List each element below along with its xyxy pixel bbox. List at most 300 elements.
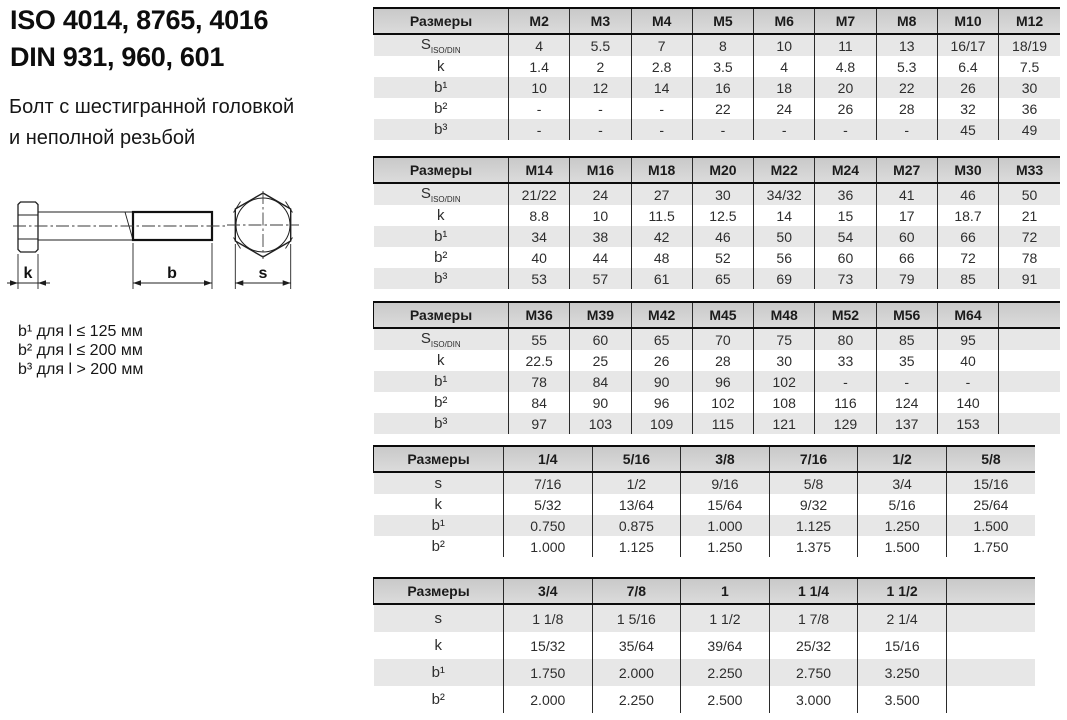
dimension-value-cell: 1 5/16 bbox=[592, 604, 681, 632]
table-row bbox=[374, 604, 1036, 632]
dimension-value-cell: - bbox=[876, 119, 937, 140]
dimension-value-cell: 50 bbox=[999, 183, 1060, 205]
dimension-value-cell: 27 bbox=[631, 183, 692, 205]
row-label: b¹ bbox=[374, 515, 504, 536]
dimension-value-cell: 13/64 bbox=[592, 494, 681, 515]
dimension-value-cell: 15/32 bbox=[504, 632, 593, 659]
dimension-value-cell: 97 bbox=[509, 413, 570, 434]
dimension-value-cell: 61 bbox=[631, 268, 692, 289]
dimension-value-cell: 72 bbox=[937, 247, 998, 268]
size-column-header: 7/8 bbox=[592, 578, 681, 604]
dimension-value-cell: 1.375 bbox=[769, 536, 858, 557]
size-column-header: M16 bbox=[570, 157, 631, 183]
dimension-value-cell: 22.5 bbox=[509, 350, 570, 371]
table-row bbox=[374, 98, 1061, 119]
size-column-header: M20 bbox=[692, 157, 753, 183]
table-row bbox=[374, 371, 1061, 392]
dimension-value-cell: 42 bbox=[631, 226, 692, 247]
dimension-value-cell: 1.4 bbox=[509, 56, 570, 77]
table-row bbox=[374, 34, 1061, 56]
dimension-value-cell: 102 bbox=[692, 392, 753, 413]
table-row bbox=[374, 77, 1061, 98]
table-row bbox=[374, 515, 1036, 536]
table-row bbox=[374, 328, 1061, 350]
dimension-value-cell: 22 bbox=[692, 98, 753, 119]
dimension-value-cell: 2.250 bbox=[592, 686, 681, 713]
dimension-value-cell: 85 bbox=[937, 268, 998, 289]
dimension-value-cell: 56 bbox=[754, 247, 815, 268]
din-standards-line: DIN 931, 960, 601 bbox=[10, 42, 225, 72]
dimension-value-cell: - bbox=[876, 371, 937, 392]
dimension-value-cell: 2.000 bbox=[592, 659, 681, 686]
table-header-row bbox=[374, 578, 1036, 604]
dimension-value-cell: 57 bbox=[570, 268, 631, 289]
dimension-value-cell: 44 bbox=[570, 247, 631, 268]
dimension-value-cell: 46 bbox=[937, 183, 998, 205]
dimension-value-cell: 39/64 bbox=[681, 632, 770, 659]
dimension-value-cell: 40 bbox=[509, 247, 570, 268]
dimension-value-cell: - bbox=[509, 119, 570, 140]
dimension-value-cell: 10 bbox=[509, 77, 570, 98]
dimension-value-cell: 121 bbox=[754, 413, 815, 434]
dimension-value-cell: 16 bbox=[692, 77, 753, 98]
table-row bbox=[374, 183, 1061, 205]
dimension-value-cell: 53 bbox=[509, 268, 570, 289]
dimension-value-cell: 7/16 bbox=[504, 472, 593, 494]
dimension-value-cell: - bbox=[815, 119, 876, 140]
dimension-value-cell: 2.8 bbox=[631, 56, 692, 77]
size-column-header: M33 bbox=[999, 157, 1060, 183]
size-column-header: M7 bbox=[815, 8, 876, 34]
table-row bbox=[374, 472, 1036, 494]
dimension-value-cell: 15/64 bbox=[681, 494, 770, 515]
iso-standards-line: ISO 4014, 8765, 4016 bbox=[10, 5, 269, 35]
row-label: k bbox=[374, 56, 509, 77]
dimension-value-cell: 22 bbox=[876, 77, 937, 98]
row-label: b² bbox=[374, 247, 509, 268]
dimension-value-cell: 7 bbox=[631, 34, 692, 56]
dimension-value-cell: 84 bbox=[509, 392, 570, 413]
row-label: $S_{ISO/DIN}$ bbox=[374, 34, 509, 56]
size-column-header: M52 bbox=[815, 302, 876, 328]
dimension-value-cell: 17 bbox=[876, 205, 937, 226]
size-column-header: 5/16 bbox=[592, 446, 681, 472]
dimension-value-cell: 65 bbox=[692, 268, 753, 289]
dimension-value-cell: 10 bbox=[570, 205, 631, 226]
dimension-value-cell: 28 bbox=[692, 350, 753, 371]
dimension-value-cell: 3.000 bbox=[769, 686, 858, 713]
dimension-table-inch-threequarter-to-oneandhalf bbox=[373, 577, 1035, 713]
dimension-value-cell: 38 bbox=[570, 226, 631, 247]
dimension-value-cell: - bbox=[692, 119, 753, 140]
size-column-header: M4 bbox=[631, 8, 692, 34]
table-row bbox=[374, 632, 1036, 659]
dimension-value-cell: - bbox=[631, 98, 692, 119]
dimension-value-cell: 60 bbox=[876, 226, 937, 247]
row-label: b³ bbox=[374, 268, 509, 289]
dimension-value-cell: 65 bbox=[631, 328, 692, 350]
dimension-value-cell: 8 bbox=[692, 34, 753, 56]
sizes-header-cell: Размеры bbox=[374, 157, 509, 183]
product-description bbox=[9, 92, 294, 154]
size-column-header: M22 bbox=[754, 157, 815, 183]
dimension-value-cell: 35 bbox=[876, 350, 937, 371]
dimension-value-cell: 103 bbox=[570, 413, 631, 434]
dimension-value-cell: 55 bbox=[509, 328, 570, 350]
dimension-value-cell: 10 bbox=[754, 34, 815, 56]
sizes-header-cell: Размеры bbox=[374, 578, 504, 604]
dimension-value-cell: 95 bbox=[937, 328, 998, 350]
dimension-value-cell: 124 bbox=[876, 392, 937, 413]
dimension-value-cell: - bbox=[570, 98, 631, 119]
size-column-header: 1 bbox=[681, 578, 770, 604]
dimension-table-metric-m36-m64 bbox=[373, 301, 1060, 434]
dimension-value-cell: 46 bbox=[692, 226, 753, 247]
table-row bbox=[374, 536, 1036, 557]
row-label: b³ bbox=[374, 119, 509, 140]
dimension-value-cell: 1/2 bbox=[592, 472, 681, 494]
dimension-value-cell: 16/17 bbox=[937, 34, 998, 56]
size-column-header: 1/4 bbox=[504, 446, 593, 472]
dimension-table-metric-m2-m12 bbox=[373, 7, 1060, 140]
sizes-header-cell: Размеры bbox=[374, 302, 509, 328]
row-label: k bbox=[374, 205, 509, 226]
dimension-value-cell: 84 bbox=[570, 371, 631, 392]
dimension-value-cell: 28 bbox=[876, 98, 937, 119]
size-column-header: M12 bbox=[999, 8, 1060, 34]
description-line-1: Болт с шестигранной головкой bbox=[9, 96, 295, 118]
dimension-value-cell: 5/8 bbox=[769, 472, 858, 494]
dimension-value-cell: 75 bbox=[754, 328, 815, 350]
dimension-value-cell: 54 bbox=[815, 226, 876, 247]
dimension-value-cell: 30 bbox=[692, 183, 753, 205]
dimension-value-cell: 1.250 bbox=[858, 515, 947, 536]
empty-cell bbox=[999, 371, 1060, 392]
dimension-value-cell: 96 bbox=[692, 371, 753, 392]
dimension-value-cell: 109 bbox=[631, 413, 692, 434]
size-column-header: M42 bbox=[631, 302, 692, 328]
dimension-value-cell: 79 bbox=[876, 268, 937, 289]
dimension-value-cell: 2.000 bbox=[504, 686, 593, 713]
size-column-header: M5 bbox=[692, 8, 753, 34]
dimension-value-cell: 15/16 bbox=[946, 472, 1035, 494]
size-column-header: 1 1/4 bbox=[769, 578, 858, 604]
table-row bbox=[374, 494, 1036, 515]
dimension-value-cell: 26 bbox=[815, 98, 876, 119]
dimension-value-cell: 60 bbox=[815, 247, 876, 268]
dimension-value-cell: 11 bbox=[815, 34, 876, 56]
dimension-value-cell: 90 bbox=[570, 392, 631, 413]
dimension-value-cell: 30 bbox=[999, 77, 1060, 98]
dimension-value-cell: 9/32 bbox=[769, 494, 858, 515]
dimension-value-cell: 1.000 bbox=[681, 515, 770, 536]
row-label: b³ bbox=[374, 413, 509, 434]
bolt-head-side-view bbox=[18, 202, 38, 252]
dimension-value-cell: 73 bbox=[815, 268, 876, 289]
dimension-value-cell: 7.5 bbox=[999, 56, 1060, 77]
dimension-value-cell: 90 bbox=[631, 371, 692, 392]
row-label: s bbox=[374, 472, 504, 494]
size-column-header: 1/2 bbox=[858, 446, 947, 472]
dimension-value-cell: 108 bbox=[754, 392, 815, 413]
dimension-value-cell: 25/32 bbox=[769, 632, 858, 659]
dimension-value-cell: 3.250 bbox=[858, 659, 947, 686]
dimension-value-cell: 0.750 bbox=[504, 515, 593, 536]
row-label: k bbox=[374, 494, 504, 515]
table-row bbox=[374, 56, 1061, 77]
table-row bbox=[374, 205, 1061, 226]
footnote-b3: b³ для l > 200 мм bbox=[18, 361, 144, 378]
dimension-value-cell: 129 bbox=[815, 413, 876, 434]
size-column-header: M2 bbox=[509, 8, 570, 34]
size-column-header: 7/16 bbox=[769, 446, 858, 472]
dimension-table bbox=[373, 445, 1035, 557]
size-column-header: M8 bbox=[876, 8, 937, 34]
size-column-header: M27 bbox=[876, 157, 937, 183]
table-row bbox=[374, 659, 1036, 686]
dimension-value-cell: 5/32 bbox=[504, 494, 593, 515]
dim-label-k: k bbox=[23, 265, 33, 282]
size-column-header: M36 bbox=[509, 302, 570, 328]
dimension-value-cell: 12.5 bbox=[692, 205, 753, 226]
dimension-value-cell: 1 1/2 bbox=[681, 604, 770, 632]
dimension-value-cell: 36 bbox=[999, 98, 1060, 119]
dimension-value-cell: 1.500 bbox=[946, 515, 1035, 536]
size-column-header: M10 bbox=[937, 8, 998, 34]
dimension-value-cell: 13 bbox=[876, 34, 937, 56]
table-header-row bbox=[374, 8, 1061, 34]
dimension-value-cell: 21/22 bbox=[509, 183, 570, 205]
size-column-header: M64 bbox=[937, 302, 998, 328]
centerlines-end-view bbox=[227, 191, 299, 259]
dimension-table bbox=[373, 156, 1060, 289]
dimension-value-cell: 45 bbox=[937, 119, 998, 140]
dimension-value-cell: - bbox=[570, 119, 631, 140]
dimension-value-cell: 25/64 bbox=[946, 494, 1035, 515]
empty-column-header bbox=[946, 578, 1035, 604]
row-label: b¹ bbox=[374, 77, 509, 98]
dimension-value-cell: 14 bbox=[754, 205, 815, 226]
table-header-row bbox=[374, 446, 1036, 472]
dimension-value-cell: 18/19 bbox=[999, 34, 1060, 56]
dimension-value-cell: 1 7/8 bbox=[769, 604, 858, 632]
dimension-value-cell: 5.3 bbox=[876, 56, 937, 77]
row-label: b¹ bbox=[374, 659, 504, 686]
dimension-value-cell: 21 bbox=[999, 205, 1060, 226]
sizes-header-cell: Размеры bbox=[374, 8, 509, 34]
row-label: k bbox=[374, 350, 509, 371]
table-row bbox=[374, 247, 1061, 268]
dim-label-s: s bbox=[258, 265, 268, 282]
dimension-value-cell: 5/16 bbox=[858, 494, 947, 515]
dimension-value-cell: 26 bbox=[631, 350, 692, 371]
dimension-value-cell: 1.500 bbox=[858, 536, 947, 557]
standards-title bbox=[10, 2, 268, 76]
dimension-value-cell: 66 bbox=[876, 247, 937, 268]
dimension-value-cell: 70 bbox=[692, 328, 753, 350]
dimension-value-cell: 102 bbox=[754, 371, 815, 392]
dimension-value-cell: 69 bbox=[754, 268, 815, 289]
dimension-value-cell: 1.750 bbox=[946, 536, 1035, 557]
dimension-value-cell: 30 bbox=[754, 350, 815, 371]
table-row bbox=[374, 226, 1061, 247]
dimension-value-cell: 50 bbox=[754, 226, 815, 247]
dimension-value-cell: 91 bbox=[999, 268, 1060, 289]
dimension-value-cell: 40 bbox=[937, 350, 998, 371]
dimension-value-cell: 36 bbox=[815, 183, 876, 205]
row-label: k bbox=[374, 632, 504, 659]
dimension-value-cell: - bbox=[631, 119, 692, 140]
table-row bbox=[374, 268, 1061, 289]
row-label: b¹ bbox=[374, 226, 509, 247]
dimension-value-cell: 2.500 bbox=[681, 686, 770, 713]
table-header-row bbox=[374, 157, 1061, 183]
empty-cell bbox=[946, 632, 1035, 659]
dimension-value-cell: 3.5 bbox=[692, 56, 753, 77]
dimension-value-cell: 18.7 bbox=[937, 205, 998, 226]
size-column-header: M45 bbox=[692, 302, 753, 328]
dimension-value-cell: 1.750 bbox=[504, 659, 593, 686]
dimension-value-cell: 49 bbox=[999, 119, 1060, 140]
dimension-value-cell: 5.5 bbox=[570, 34, 631, 56]
dimension-value-cell: 26 bbox=[937, 77, 998, 98]
row-label: s bbox=[374, 604, 504, 632]
size-column-header: M18 bbox=[631, 157, 692, 183]
size-column-header: M56 bbox=[876, 302, 937, 328]
table-row bbox=[374, 413, 1061, 434]
row-label: b² bbox=[374, 686, 504, 713]
size-column-header: M39 bbox=[570, 302, 631, 328]
empty-cell bbox=[999, 350, 1060, 371]
table-row bbox=[374, 350, 1061, 371]
dimension-value-cell: 2 bbox=[570, 56, 631, 77]
dimension-value-cell: 1.125 bbox=[592, 536, 681, 557]
dimension-value-cell: 20 bbox=[815, 77, 876, 98]
bolt-technical-drawing bbox=[5, 190, 335, 320]
dimension-value-cell: 2.250 bbox=[681, 659, 770, 686]
dimension-value-cell: 4.8 bbox=[815, 56, 876, 77]
dimension-value-cell: 14 bbox=[631, 77, 692, 98]
empty-cell bbox=[946, 659, 1035, 686]
dimension-value-cell: 78 bbox=[509, 371, 570, 392]
size-column-header: M6 bbox=[754, 8, 815, 34]
dimension-value-cell: 1.250 bbox=[681, 536, 770, 557]
size-column-header: 5/8 bbox=[946, 446, 1035, 472]
size-column-header: M14 bbox=[509, 157, 570, 183]
dimension-value-cell: 8.8 bbox=[509, 205, 570, 226]
row-label: b² bbox=[374, 98, 509, 119]
size-column-header: 3/4 bbox=[504, 578, 593, 604]
dimension-value-cell: 137 bbox=[876, 413, 937, 434]
dimension-value-cell: 35/64 bbox=[592, 632, 681, 659]
size-column-header: M24 bbox=[815, 157, 876, 183]
dimension-value-cell: 80 bbox=[815, 328, 876, 350]
dimension-value-cell: 1.000 bbox=[504, 536, 593, 557]
dimension-value-cell: 24 bbox=[754, 98, 815, 119]
empty-column-header bbox=[999, 302, 1060, 328]
dimension-value-cell: 72 bbox=[999, 226, 1060, 247]
dimension-table bbox=[373, 7, 1060, 140]
dimension-value-cell: 3/4 bbox=[858, 472, 947, 494]
dimension-value-cell: 3.500 bbox=[858, 686, 947, 713]
row-label: $S_{ISO/DIN}$ bbox=[374, 328, 509, 350]
dimension-value-cell: 2.750 bbox=[769, 659, 858, 686]
dimension-value-cell: 85 bbox=[876, 328, 937, 350]
row-label: $S_{ISO/DIN}$ bbox=[374, 183, 509, 205]
dimension-value-cell: 18 bbox=[754, 77, 815, 98]
dimension-value-cell: 0.875 bbox=[592, 515, 681, 536]
dimension-value-cell: 11.5 bbox=[631, 205, 692, 226]
table-header-row bbox=[374, 302, 1061, 328]
empty-cell bbox=[999, 392, 1060, 413]
dimension-value-cell: 52 bbox=[692, 247, 753, 268]
dimension-value-cell: 15 bbox=[815, 205, 876, 226]
empty-cell bbox=[946, 604, 1035, 632]
dimension-value-cell: 15/16 bbox=[858, 632, 947, 659]
dimension-value-cell: 140 bbox=[937, 392, 998, 413]
dimension-value-cell: 34/32 bbox=[754, 183, 815, 205]
dimension-table-inch-quarter-to-fiveeighths bbox=[373, 445, 1035, 557]
empty-cell bbox=[946, 686, 1035, 713]
size-column-header: 1 1/2 bbox=[858, 578, 947, 604]
table-row bbox=[374, 686, 1036, 713]
dimension-table-metric-m14-m33 bbox=[373, 156, 1060, 289]
dimension-value-cell: 78 bbox=[999, 247, 1060, 268]
dimension-value-cell: 12 bbox=[570, 77, 631, 98]
dimension-table bbox=[373, 577, 1035, 713]
empty-cell bbox=[999, 328, 1060, 350]
size-column-header: 3/8 bbox=[681, 446, 770, 472]
dimension-value-cell: 41 bbox=[876, 183, 937, 205]
dimension-value-cell: - bbox=[815, 371, 876, 392]
dimension-value-cell: 116 bbox=[815, 392, 876, 413]
thread-length-footnotes bbox=[18, 322, 143, 379]
row-label: b¹ bbox=[374, 371, 509, 392]
size-column-header: M48 bbox=[754, 302, 815, 328]
dimension-value-cell: 48 bbox=[631, 247, 692, 268]
size-column-header: M3 bbox=[570, 8, 631, 34]
dimension-value-cell: 2 1/4 bbox=[858, 604, 947, 632]
dimension-value-cell: 1 1/8 bbox=[504, 604, 593, 632]
dimension-value-cell: - bbox=[937, 371, 998, 392]
dimension-value-cell: 66 bbox=[937, 226, 998, 247]
footnote-b2: b² для l ≤ 200 мм bbox=[18, 342, 143, 359]
dimension-table bbox=[373, 301, 1060, 434]
bolt-drawing-svg bbox=[5, 190, 335, 320]
dimension-value-cell: 1.125 bbox=[769, 515, 858, 536]
row-label: b² bbox=[374, 536, 504, 557]
sizes-header-cell: Размеры bbox=[374, 446, 504, 472]
table-row bbox=[374, 392, 1061, 413]
dimension-value-cell: 6.4 bbox=[937, 56, 998, 77]
dimension-value-cell: 153 bbox=[937, 413, 998, 434]
table-row bbox=[374, 119, 1061, 140]
dimension-value-cell: 32 bbox=[937, 98, 998, 119]
dimension-value-cell: - bbox=[509, 98, 570, 119]
dimension-value-cell: 115 bbox=[692, 413, 753, 434]
dimension-value-cell: 25 bbox=[570, 350, 631, 371]
empty-cell bbox=[999, 413, 1060, 434]
dimension-value-cell: 96 bbox=[631, 392, 692, 413]
dimension-value-cell: 9/16 bbox=[681, 472, 770, 494]
footnote-b1: b¹ для l ≤ 125 мм bbox=[18, 323, 143, 340]
dimension-value-cell: 60 bbox=[570, 328, 631, 350]
dimension-value-cell: 24 bbox=[570, 183, 631, 205]
dimension-value-cell: 33 bbox=[815, 350, 876, 371]
dimension-value-cell: 4 bbox=[754, 56, 815, 77]
dim-label-b: b bbox=[167, 265, 177, 282]
row-label: b² bbox=[374, 392, 509, 413]
